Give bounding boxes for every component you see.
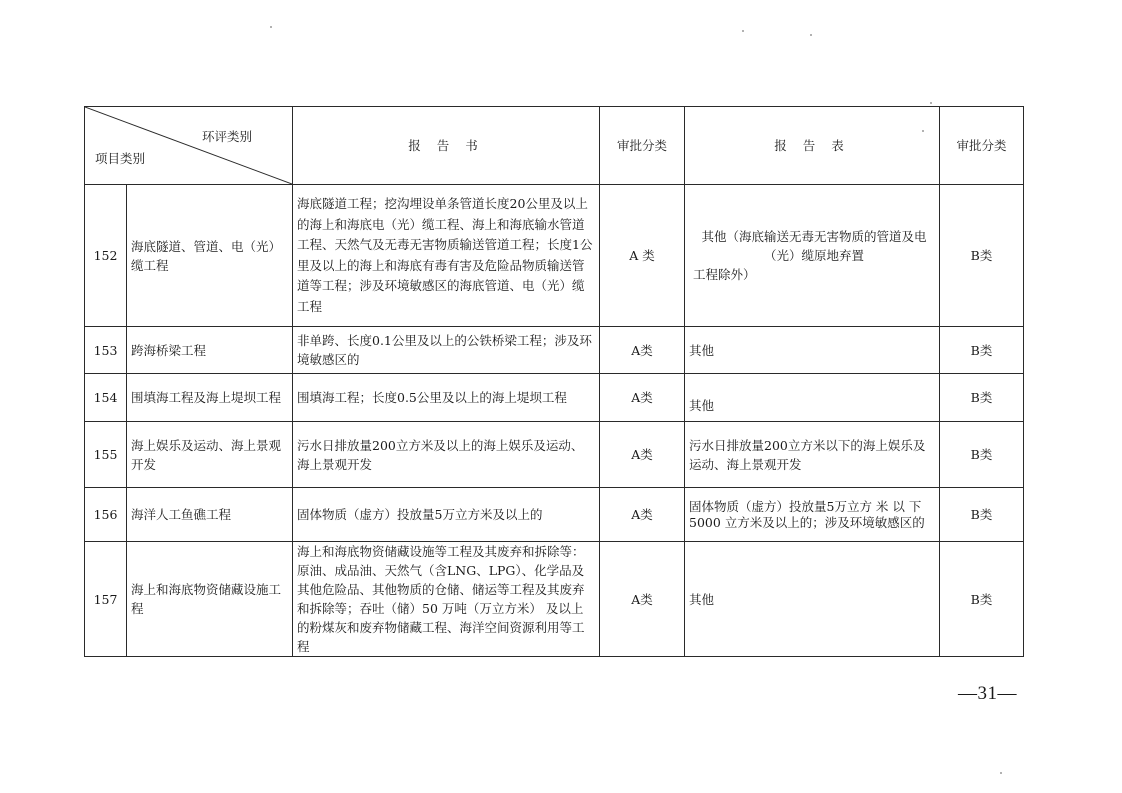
table-header-row bbox=[85, 107, 1024, 185]
row-number: 157 bbox=[85, 542, 127, 657]
report-form-criteria: 其他 bbox=[685, 542, 940, 657]
report-form-criteria: 其他（海底输送无毒无害物质的管道及电（光）缆原地弃置 工程除外） bbox=[685, 185, 940, 327]
table-row bbox=[85, 374, 1024, 422]
project-category: 海上娱乐及运动、海上景观开发 bbox=[127, 422, 293, 488]
scan-speck bbox=[270, 26, 272, 28]
report-book-header: 报 告 书 bbox=[293, 107, 600, 185]
scan-speck bbox=[930, 102, 932, 104]
approval-class-a: A类 bbox=[600, 327, 685, 374]
report-form-criteria: 其他 bbox=[685, 327, 940, 374]
page-number: —31— bbox=[958, 683, 1017, 704]
project-category: 海洋人工鱼礁工程 bbox=[127, 488, 293, 542]
corner-bottom-label: 项目类别 bbox=[95, 151, 146, 166]
classification-table bbox=[84, 106, 1024, 657]
approval-class-b: B类 bbox=[940, 488, 1024, 542]
report-form-header: 报 告 表 bbox=[685, 107, 940, 185]
scan-speck bbox=[810, 34, 812, 36]
approval-class-a: A 类 bbox=[600, 185, 685, 327]
report-book-criteria: 污水日排放量200立方米及以上的海上娱乐及运动、海上景观开发 bbox=[293, 422, 600, 488]
report-book-criteria: 海上和海底物资储藏设施等工程及其废弃和拆除等：原油、成品油、天然气（含LNG、LPG）、化学品及其他危险品、其他物质的仓储、储运等工程及其废弃和拆除等；吞吐（储）50 万吨（万立方米） 及以上的粉煤灰和废弃物储藏工程、海洋空间资源利用等工程 bbox=[293, 542, 600, 657]
row-number: 152 bbox=[85, 185, 127, 327]
report-form-criteria: 其他 bbox=[685, 374, 940, 422]
approval-class-b: B类 bbox=[940, 374, 1024, 422]
row-number: 155 bbox=[85, 422, 127, 488]
row-number: 156 bbox=[85, 488, 127, 542]
project-category: 跨海桥梁工程 bbox=[127, 327, 293, 374]
approval-class-a: A类 bbox=[600, 422, 685, 488]
approval-class-b: B类 bbox=[940, 327, 1024, 374]
table-row bbox=[85, 422, 1024, 488]
project-category: 海底隧道、管道、电（光）缆工程 bbox=[127, 185, 293, 327]
approval-class-b: B类 bbox=[940, 542, 1024, 657]
corner-header-cell bbox=[85, 107, 293, 185]
table-row bbox=[85, 542, 1024, 657]
report-book-criteria: 围填海工程；长度0.5公里及以上的海上堤坝工程 bbox=[293, 374, 600, 422]
report-book-criteria: 固体物质（虚方）投放量5万立方米及以上的 bbox=[293, 488, 600, 542]
approval-class-header-1: 审批分类 bbox=[600, 107, 685, 185]
approval-class-a: A类 bbox=[600, 374, 685, 422]
approval-class-a: A类 bbox=[600, 488, 685, 542]
row-number: 153 bbox=[85, 327, 127, 374]
report-form-criteria: 固体物质（虚方）投放量5万立方 米 以 下5000 立方米及以上的；涉及环境敏感区的 bbox=[685, 488, 940, 542]
corner-top-label: 环评类别 bbox=[201, 129, 252, 144]
scan-speck bbox=[1000, 772, 1002, 774]
approval-class-header-2: 审批分类 bbox=[940, 107, 1024, 185]
scan-speck bbox=[742, 30, 744, 32]
table-row bbox=[85, 185, 1024, 327]
approval-class-a: A类 bbox=[600, 542, 685, 657]
report-book-criteria: 海底隧道工程；挖沟埋设单条管道长度20公里及以上的海上和海底电（光）缆工程、海上和海底输水管道工程、天然气及无毒无害物质输送管道工程；长度1公里及以上的海上和海底有毒有害及危险品物质输送管道等工程；涉及环境敏感区的海底管道、电（光）缆工程 bbox=[293, 185, 600, 327]
table-row bbox=[85, 327, 1024, 374]
approval-class-b: B类 bbox=[940, 422, 1024, 488]
project-category: 围填海工程及海上堤坝工程 bbox=[127, 374, 293, 422]
table-row bbox=[85, 488, 1024, 542]
diagonal-line bbox=[85, 107, 292, 184]
row-number: 154 bbox=[85, 374, 127, 422]
report-form-criteria: 污水日排放量200立方米以下的海上娱乐及运动、海上景观开发 bbox=[685, 422, 940, 488]
report-book-criteria: 非单跨、长度0.1公里及以上的公铁桥梁工程；涉及环境敏感区的 bbox=[293, 327, 600, 374]
project-category: 海上和海底物资储藏设施工程 bbox=[127, 542, 293, 657]
approval-class-b: B类 bbox=[940, 185, 1024, 327]
